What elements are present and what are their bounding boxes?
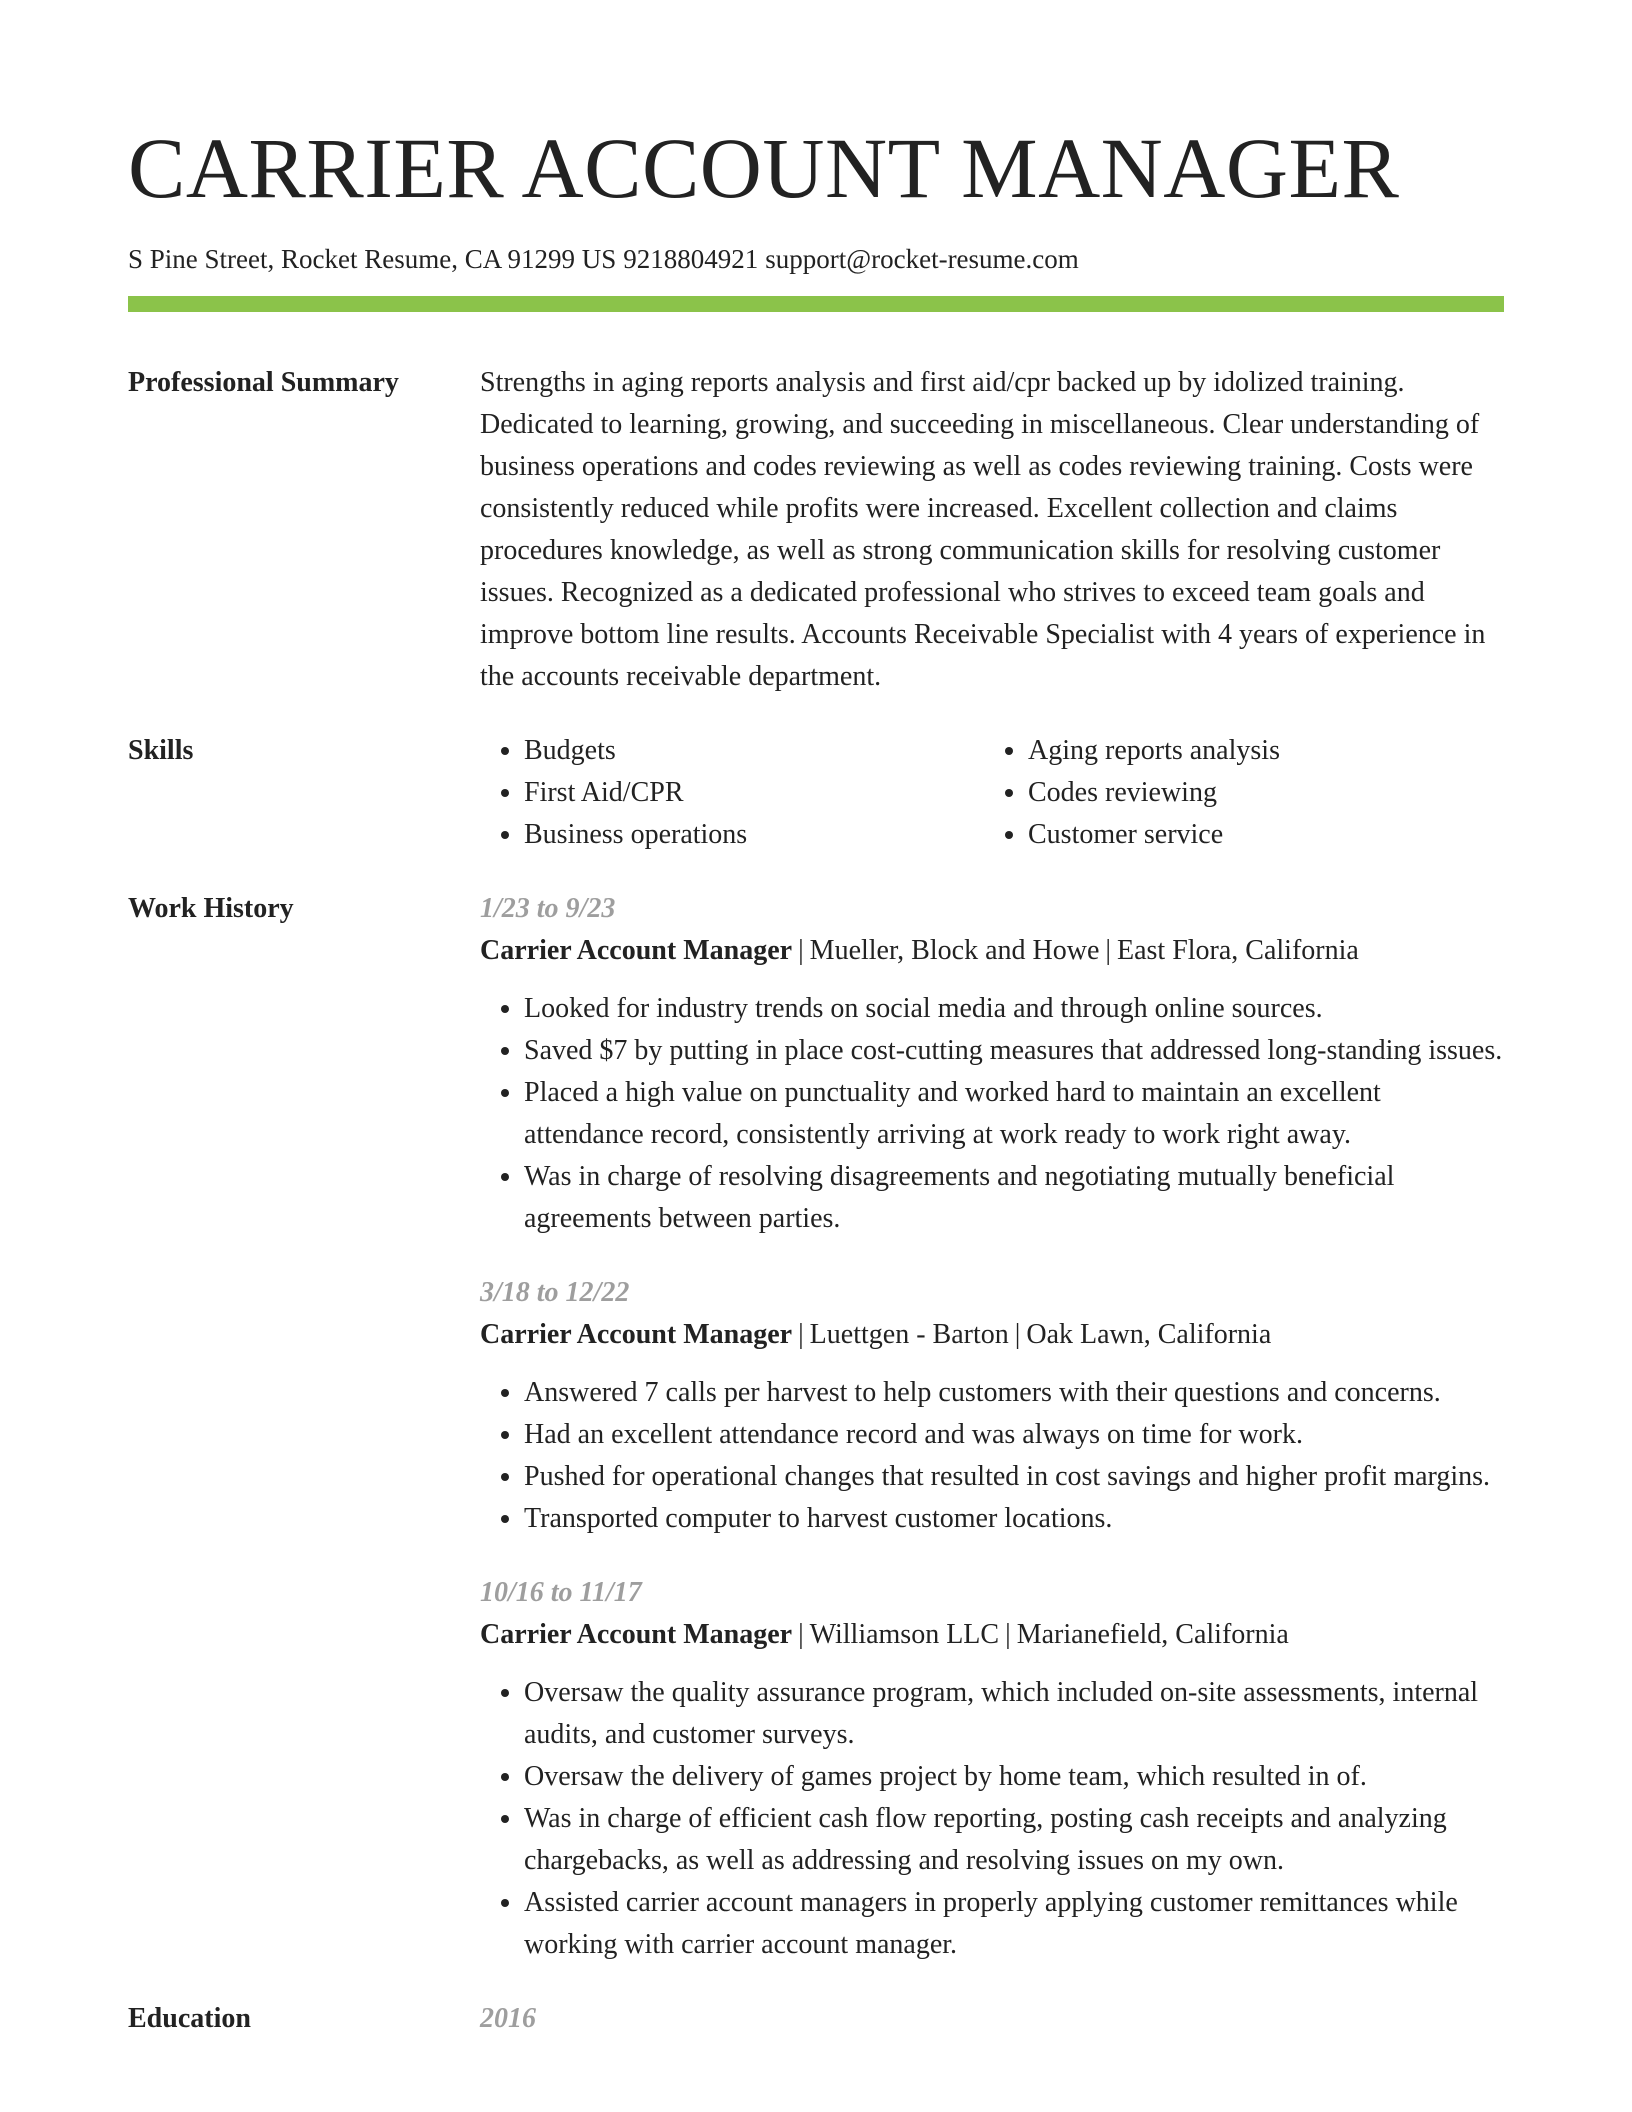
skill-item: • Aging reports analysis	[1028, 730, 1504, 772]
resume-name: CARRIER ACCOUNT MANAGER	[128, 120, 1400, 216]
job-company: Mueller, Block and Howe	[809, 935, 1100, 966]
header-divider	[128, 296, 1504, 312]
summary-heading: Professional Summary	[128, 367, 399, 398]
job-title: Carrier Account Manager	[480, 1319, 793, 1350]
job-bullet: • Oversaw the quality assurance program, which included on-site assessments, internal audits, and customer surveys.	[524, 1672, 1504, 1756]
job-entry	[480, 1572, 1504, 1966]
job-entry	[480, 888, 1504, 1240]
skills-section	[128, 730, 1504, 856]
contact-line	[128, 242, 1504, 276]
job-bullet: • Transported computer to harvest customer locations.	[524, 1498, 1504, 1540]
job-bullet: • Was in charge of resolving disagreements and negotiating mutually beneficial agreements between parties.	[524, 1156, 1504, 1240]
job-separator: |	[1005, 1619, 1011, 1650]
skills-heading: Skills	[128, 735, 194, 766]
job-separator: |	[1014, 1319, 1021, 1350]
job-separator: |	[798, 1319, 804, 1350]
skill-item: • Budgets	[524, 730, 984, 772]
skill-item: • Business operations	[524, 814, 984, 856]
contact-address: S Pine Street, Rocket Resume, CA 91299 US	[128, 244, 617, 274]
job-dates: 10/16 to 11/17	[480, 1577, 642, 1608]
contact-email[interactable]: support@rocket-resume.com	[765, 244, 1079, 274]
job-dates: 1/23 to 9/23	[480, 893, 616, 924]
work-history-heading: Work History	[128, 893, 294, 924]
job-bullet: • Oversaw the delivery of games project by home team, which resulted in of.	[524, 1756, 1504, 1798]
contact-phone: 9218804921	[623, 244, 759, 274]
summary-section	[128, 362, 1504, 698]
job-bullet: • Had an excellent attendance record and was always on time for work.	[524, 1414, 1504, 1456]
job-separator: |	[1105, 935, 1111, 966]
job-company: Luettgen - Barton	[809, 1319, 1009, 1350]
job-title: Carrier Account Manager	[480, 935, 793, 966]
skills-grid	[480, 730, 1504, 856]
job-location: Oak Lawn, California	[1026, 1319, 1272, 1350]
job-separator: |	[798, 935, 804, 966]
job-title: Carrier Account Manager	[480, 1619, 793, 1650]
job-separator: |	[798, 1619, 804, 1650]
skill-item: • First Aid/CPR	[524, 772, 984, 814]
job-entry	[480, 1272, 1504, 1540]
job-bullets	[480, 1372, 1504, 1540]
job-bullet: • Was in charge of efficient cash flow reporting, posting cash receipts and analyzing chargebacks, as well as addressing and resolving issues on my own.	[524, 1798, 1504, 1882]
job-company: Williamson LLC	[809, 1619, 1000, 1650]
job-bullets	[480, 1672, 1504, 1966]
skills-list-left	[480, 730, 984, 856]
job-location: East Flora, California	[1116, 935, 1359, 966]
job-bullet: • Looked for industry trends on social media and through online sources.	[524, 988, 1504, 1030]
education-dates: 2016	[480, 2003, 536, 2034]
job-bullets	[480, 988, 1504, 1240]
skill-item: • Codes reviewing	[1028, 772, 1504, 814]
work-history-section	[128, 888, 1504, 1966]
education-section	[128, 1998, 1504, 2040]
resume-page	[128, 0, 1504, 2040]
job-heading	[480, 1314, 1504, 1356]
job-bullet: • Answered 7 calls per harvest to help customers with their questions and concerns.	[524, 1372, 1504, 1414]
skill-item: • Customer service	[1028, 814, 1504, 856]
skills-list-right	[984, 730, 1504, 856]
job-heading	[480, 930, 1504, 972]
job-bullet: • Placed a high value on punctuality and worked hard to maintain an excellent attendance record, consistently arriving at work ready to work right away.	[524, 1072, 1504, 1156]
summary-text: Strengths in aging reports analysis and first aid/cpr backed up by idolized training. Dedicated to learning, growing, and succeeding in miscellaneous. Clear understanding of business operations and codes reviewing as well as codes reviewing training. Costs were consistently reduced while profits were increased. Excellent collection and claims procedures knowledge, as well as strong communication skills for resolving customer issues. Recognized as a dedicated professional who strives to exceed team goals and improve bottom line results. Accounts Receivable Specialist with 4 years of experience in the accounts receivable department.	[480, 367, 1486, 692]
job-location: Marianefield, California	[1016, 1619, 1289, 1650]
education-heading: Education	[128, 2003, 251, 2034]
job-bullet: • Pushed for operational changes that resulted in cost savings and higher profit margins.	[524, 1456, 1504, 1498]
job-bullet: • Assisted carrier account managers in properly applying customer remittances while working with carrier account manager.	[524, 1882, 1504, 1966]
job-dates: 3/18 to 12/22	[480, 1277, 630, 1308]
job-bullet: • Saved $7 by putting in place cost-cutting measures that addressed long-standing issues.	[524, 1030, 1504, 1072]
job-heading	[480, 1614, 1504, 1656]
